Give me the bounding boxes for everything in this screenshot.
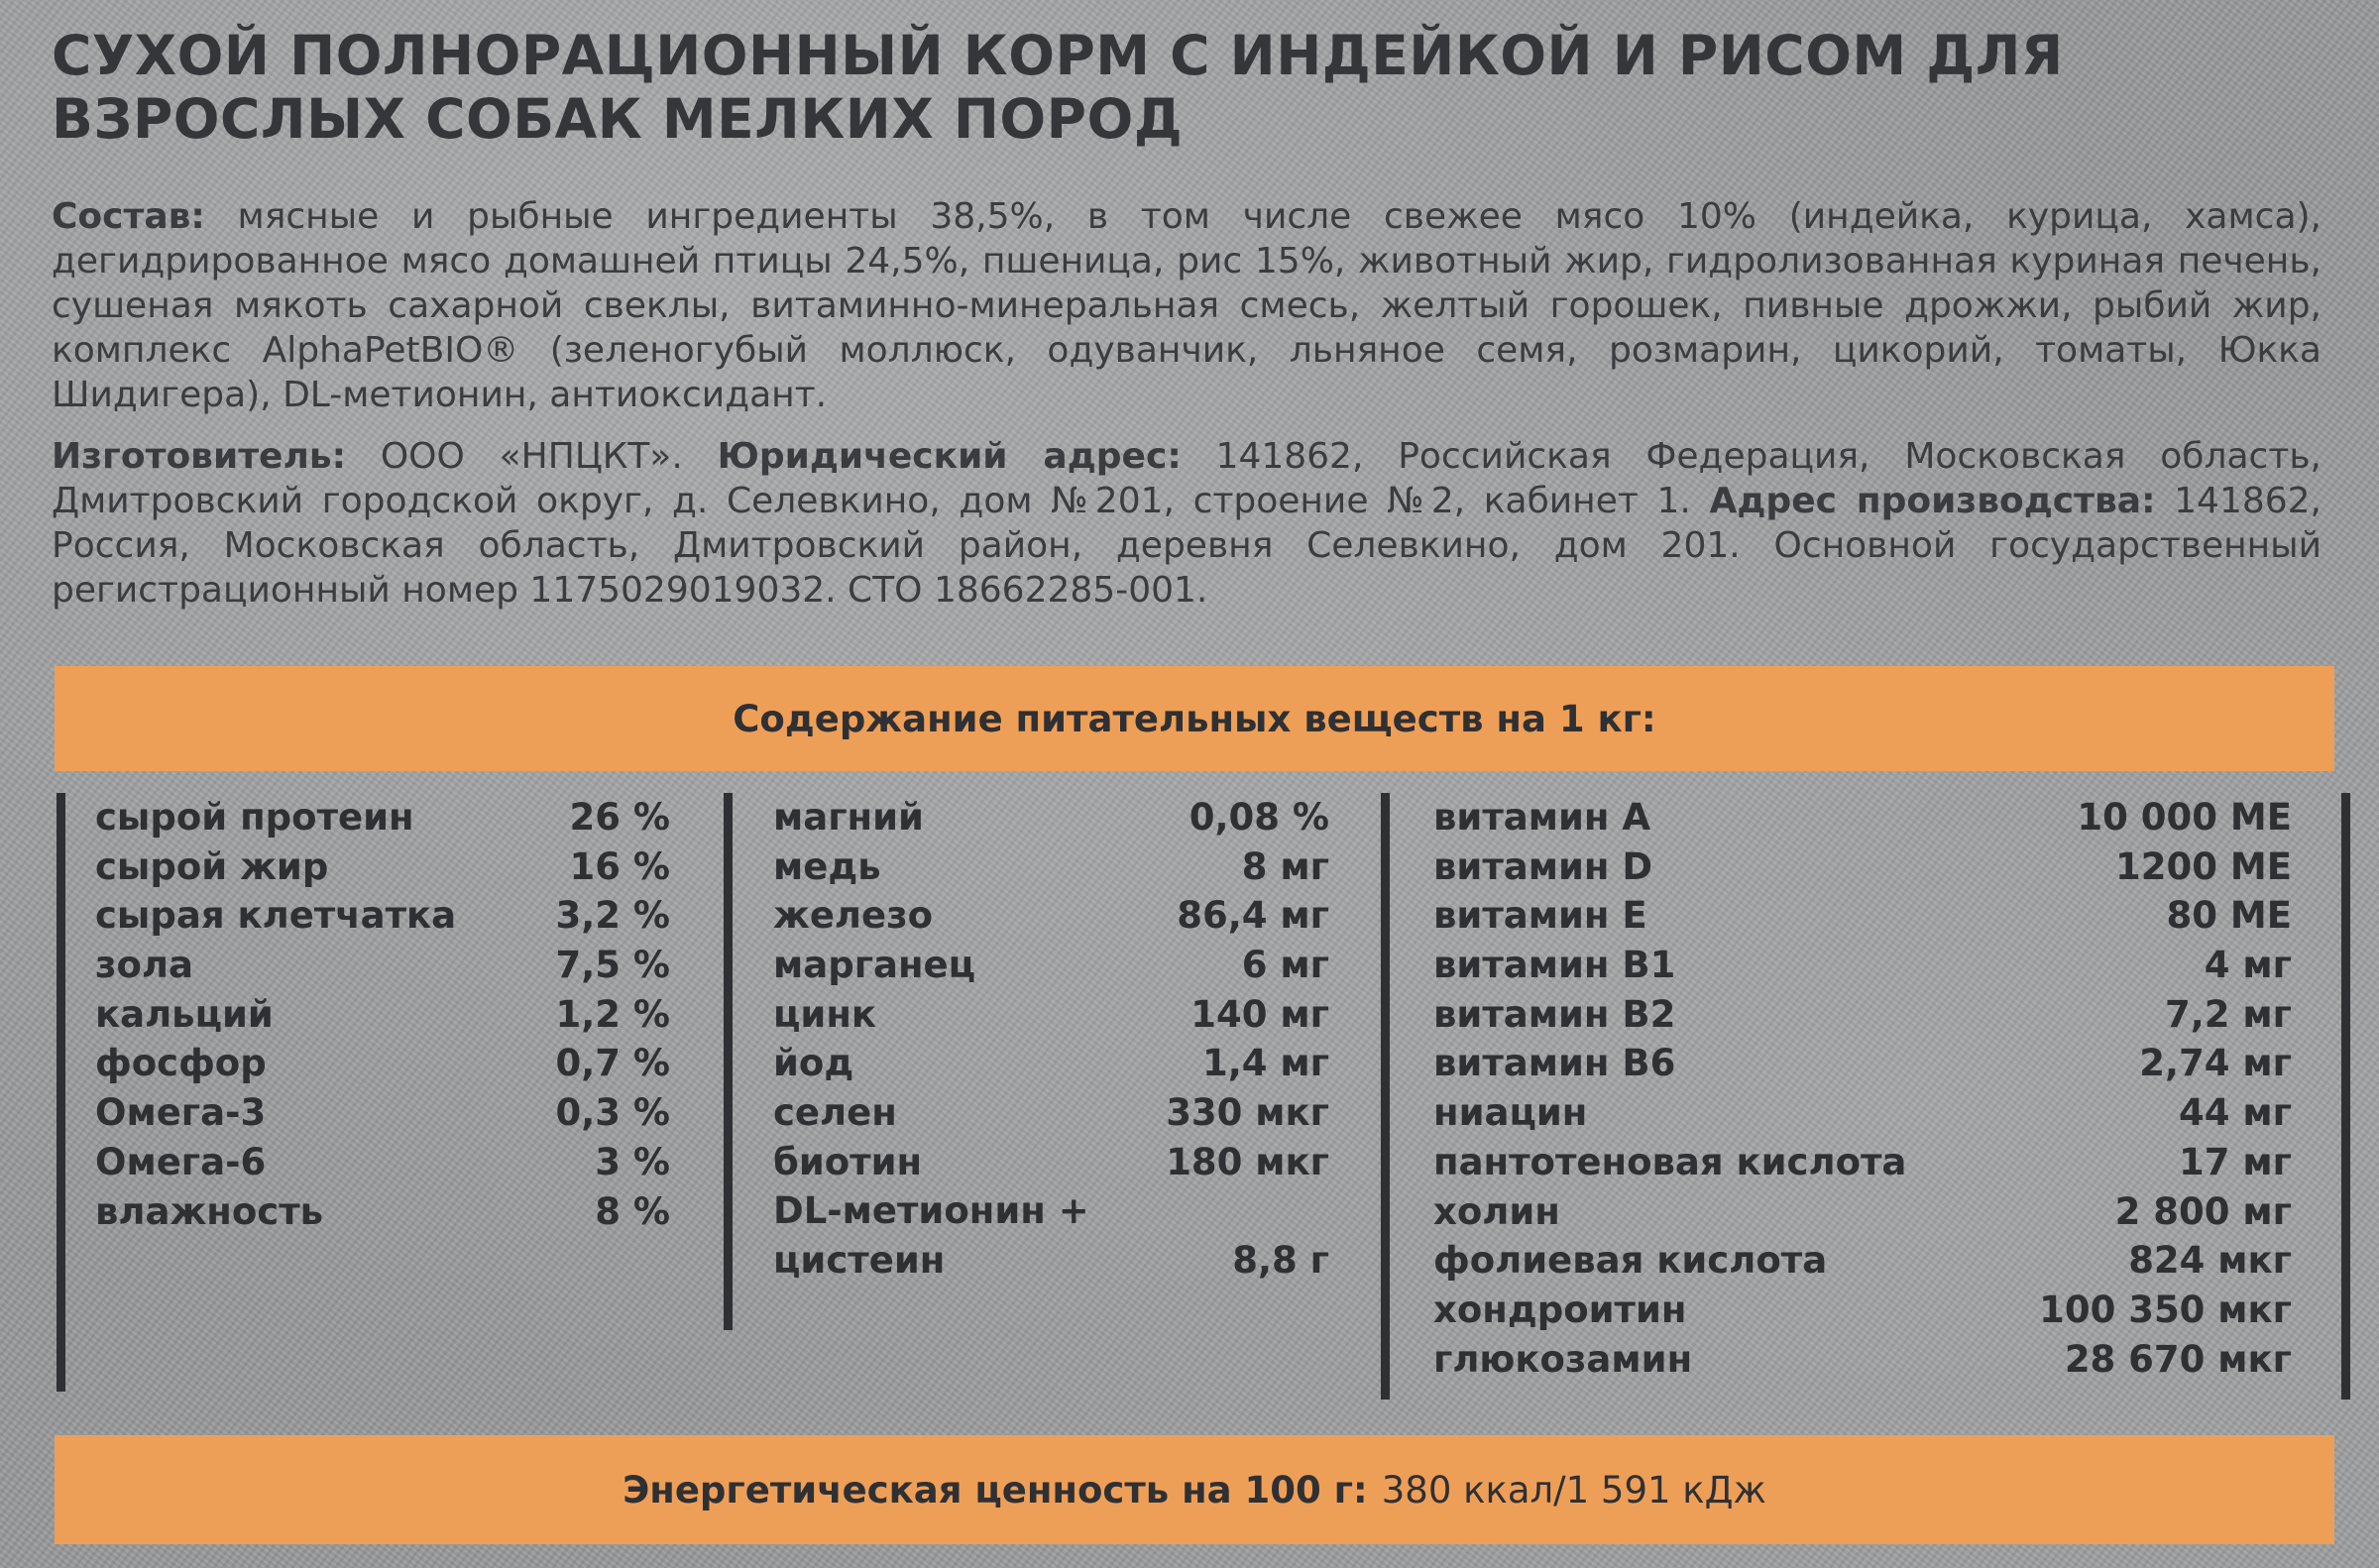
nutrient-name: пантотеновая кислота [1433,1140,1907,1183]
nutrient-value: 10 000 МЕ [2077,796,2292,839]
nutrient-row [65,1187,700,1237]
nutrient-row [1390,1286,2312,1335]
nutrient-value: 80 МЕ [2166,894,2292,938]
nutrient-name: Омега-6 [95,1140,267,1183]
nutrient-name: магний [773,796,924,839]
nutrient-value: 4 мг [2204,944,2292,987]
nutrient-name: витамин B1 [1433,944,1676,987]
nutrient-row [65,941,700,990]
nutrient-value: 0,08 % [1189,796,1329,839]
nutrient-row [1390,842,2312,892]
legal-address-text: 141862, Российская Федерация, Московская область, Дмитровский городской округ, д. Селевкино, дом №201, строение №2, кабинет 1. [52,436,2322,521]
nutrient-name: витамин D [1433,844,1653,888]
nutrients-header: Содержание питательных веществ на 1 кг: [733,697,1656,740]
composition-label: Состав: [52,196,205,237]
nutrient-value: 1,2 % [555,992,670,1036]
nutrient-value: 17 мг [2179,1140,2292,1183]
nutrient-value: 7,2 мг [2164,992,2292,1036]
nutrient-value: 2 800 мг [2114,1189,2292,1233]
nutrient-value: 3,2 % [555,894,670,938]
nutrient-row [733,1088,1359,1138]
nutrient-row [65,842,700,892]
nutrient-name: сырой протеин [95,796,414,839]
nutrient-value: 1200 МЕ [2115,844,2292,888]
nutrient-value: 180 мкг [1166,1140,1329,1183]
nutrient-value: 28 670 мкг [2064,1337,2292,1381]
nutrient-row [733,1138,1359,1187]
nutrient-name: ниацин [1433,1091,1588,1135]
nutrient-value: 100 350 мкг [2039,1288,2292,1331]
nutrient-value: 140 мг [1190,992,1329,1036]
column-divider-right [2341,793,2350,1400]
nutrient-row [1390,1236,2312,1286]
nutrient-name: биотин [773,1140,923,1183]
composition-paragraph [52,194,2322,417]
nutrient-row [65,990,700,1040]
nutrient-name: хондроитин [1433,1288,1687,1331]
nutrients-column-2 [724,793,1359,1330]
nutrient-value: 0,3 % [555,1091,670,1135]
nutrient-row [1390,990,2312,1040]
nutrient-value: 330 мкг [1166,1091,1329,1135]
nutrient-name: витамин B2 [1433,992,1676,1036]
nutrient-row [733,842,1359,892]
nutrient-name: глюкозамин [1433,1337,1693,1381]
nutrient-name: витамин А [1433,796,1651,839]
nutrient-row [733,990,1359,1040]
manufacturer-label: Изготовитель: [52,436,346,477]
nutrient-row [65,1138,700,1187]
production-address-text: 141862, Россия, Московская область, Дмитровский район, деревня Селевкино, дом 201. Основной государственный регистрационный номер 1175029019032. СТО 18662285-001. [52,481,2322,611]
product-title: СУХОЙ ПОЛНОРАЦИОННЫЙ КОРМ С ИНДЕЙКОЙ И РИСОМ ДЛЯ ВЗРОСЛЫХ СОБАК МЕЛКИХ ПОРОД [52,24,2064,151]
nutrient-row [1390,891,2312,941]
nutrient-row [65,1039,700,1088]
energy-label: Энергетическая ценность на 100 г: [623,1468,1368,1512]
nutrient-row [1390,1138,2312,1187]
nutrients-column-3 [1381,793,2312,1400]
nutrient-name: селен [773,1091,897,1135]
nutrient-value: 1,4 мг [1201,1042,1329,1085]
nutrient-row [65,793,700,842]
nutrient-name: витамин E [1433,894,1647,938]
nutrient-row [733,793,1359,842]
energy-value: 380 ккал/1 591 кДж [1381,1468,1766,1512]
nutrient-row [65,891,700,941]
nutrient-row [1390,941,2312,990]
legal-address-label: Юридический адрес: [717,436,1182,477]
nutrient-value: 26 % [569,796,670,839]
nutrient-value: 8 % [595,1189,670,1233]
nutrient-name: витамин B6 [1433,1042,1676,1085]
production-address-label: Адрес производства: [1709,481,2156,521]
nutrient-value: 8,8 г [1232,1239,1329,1283]
nutrient-value: 824 мкг [2128,1239,2292,1283]
nutrient-row [1390,1187,2312,1237]
nutrient-name: влажность [95,1189,324,1233]
nutrient-value: 16 % [569,844,670,888]
nutrient-row [1390,1039,2312,1088]
manufacturer-text: ООО «НПЦКТ». [346,436,718,477]
nutrient-row [1390,793,2312,842]
nutrient-name: DL-метионин + цистеин [773,1189,1089,1283]
nutrient-name: железо [773,894,934,938]
nutrient-name: сырая клетчатка [95,894,457,938]
nutrient-row [733,891,1359,941]
nutrient-value: 7,5 % [555,944,670,987]
nutrient-value: 3 % [595,1140,670,1183]
nutrient-name: сырой жир [95,844,329,888]
nutrient-row [1390,1335,2312,1385]
nutrient-name: фосфор [95,1042,267,1085]
nutrient-name: марганец [773,944,976,987]
nutrient-value: 2,74 мг [2139,1042,2292,1085]
composition-text: мясные и рыбные ингредиенты 38,5%, в том числе свежее мясо 10% (индейка, курица, хамса), дегидрированное мясо домашней птицы 24,5%, пшеница, рис 15%, животный жир, гидролизованная куриная печень, сушеная мякоть сахарной свеклы, витаминно-минеральная смесь, желтый горошек, пивные дрожжи, рыбий жир, комплекс AlphaPetBIO® (зеленогубый моллюск, одуванчик, льняное семя, розмарин, цикорий, томаты, Юкка Шидигера), DL-метионин, антиоксидант. [52,196,2322,415]
nutrient-value: 6 мг [1241,944,1329,987]
nutrient-value: 8 мг [1241,844,1329,888]
nutrient-name: йод [773,1042,854,1085]
nutrient-row [65,1088,700,1138]
nutrient-name: кальций [95,992,274,1036]
nutrients-header-bar [55,666,2334,771]
nutrient-name: зола [95,944,193,987]
nutrient-value: 86,4 мг [1177,894,1329,938]
nutrient-name: Омега-3 [95,1091,267,1135]
nutrients-column-1 [57,793,700,1392]
nutrient-name: медь [773,844,881,888]
nutrient-row [1390,1088,2312,1138]
nutrient-name: холин [1433,1189,1560,1233]
nutrient-value: 44 мг [2179,1091,2292,1135]
nutrient-name: цинк [773,992,877,1036]
energy-bar [55,1435,2334,1544]
nutrient-row [733,941,1359,990]
nutrient-value: 0,7 % [555,1042,670,1085]
producer-paragraph [52,434,2322,613]
nutrient-row [733,1039,1359,1088]
nutrient-row [733,1187,1359,1286]
nutrient-name: фолиевая кислота [1433,1239,1828,1283]
